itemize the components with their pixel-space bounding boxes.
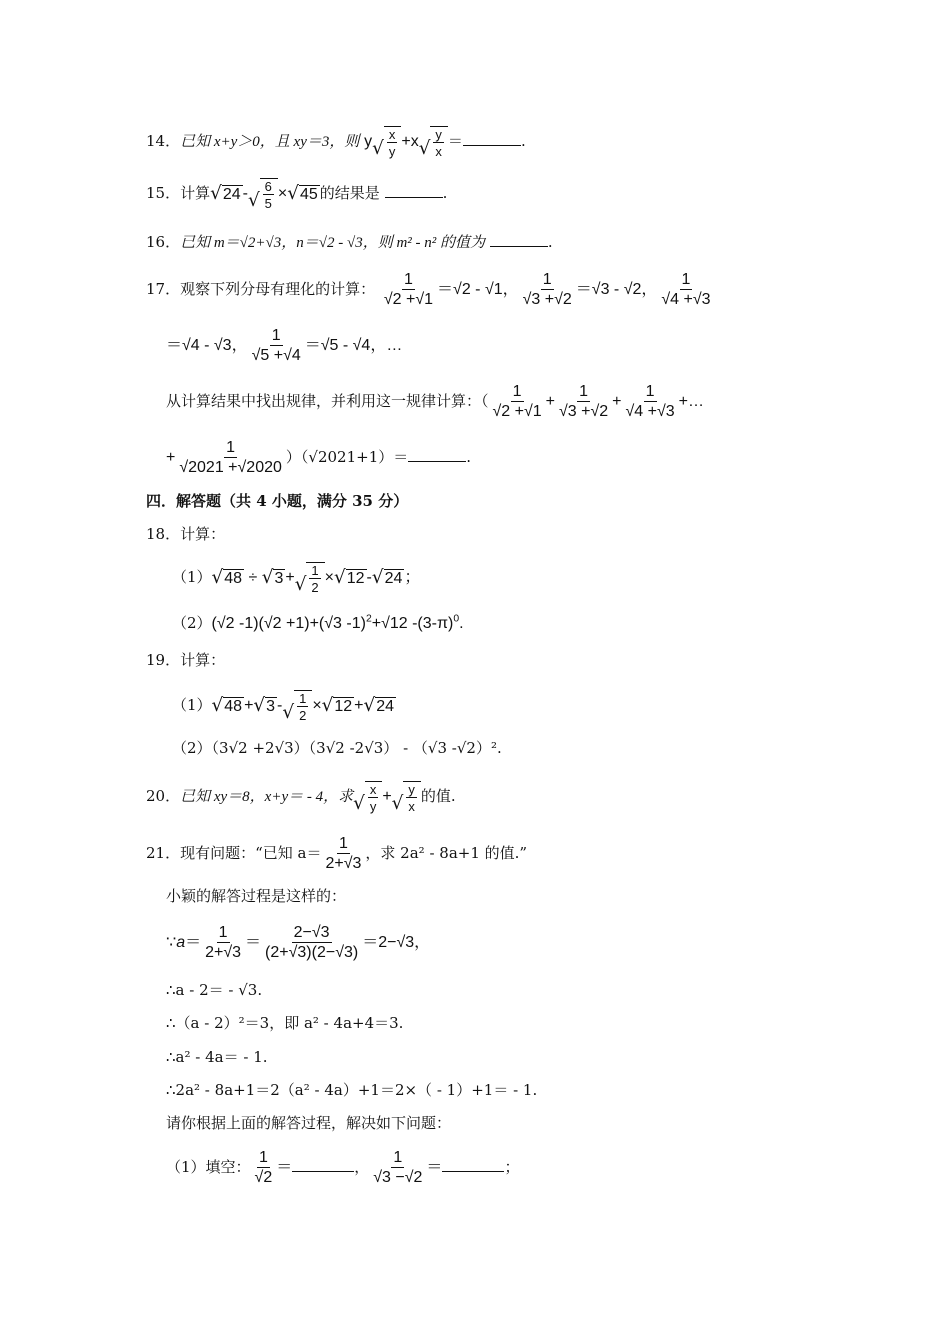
- question-number: 19．: [146, 651, 181, 669]
- formula: y √ $\frac{x}{y}$ +x √ $\frac{y}{x}$: [364, 133, 448, 150]
- answer-blank[interactable]: [442, 1159, 504, 1172]
- question-number: 21．: [146, 844, 181, 863]
- solution-line-3: ∴a - 2＝ - √3.: [166, 981, 263, 999]
- question-text: 计算：: [180, 651, 226, 669]
- question-text: 已知 x+y＞0，且 xy＝3，则: [180, 134, 360, 151]
- part-label: （1）: [172, 568, 212, 587]
- question-18-part-1: [172, 562, 420, 594]
- question-number: 20．: [146, 787, 181, 806]
- question-number: 16．: [146, 233, 181, 251]
- section-title: 四．解答题（共 4 小题，满分 35 分）: [146, 492, 409, 510]
- formula: $\frac{1}{√3 -√2}$ ＝: [373, 1149, 443, 1186]
- question-text: 现有问题：“已知 a＝: [180, 844, 322, 863]
- question-number: 18．: [146, 525, 181, 543]
- question-text: 计算：: [180, 525, 226, 543]
- solution-line-5: ∴a² - 4a＝ - 1.: [166, 1048, 268, 1066]
- formula: $\frac{1}{√2 +√1}$ + $\frac{1}{√3 +√2}$ + $\frac{1}{√4 +√3}$ +…: [492, 383, 705, 420]
- part-label: （1）填空：: [166, 1158, 251, 1177]
- question-17-line-4: + $\frac{1}{√2021 +√2020}$ ）（√2021+1）＝ .: [166, 439, 472, 476]
- question-17-line-1: [146, 272, 715, 308]
- question-text: 的结果是: [319, 184, 380, 203]
- formula: $\frac{1}{√2}$ ＝: [254, 1149, 293, 1186]
- question-14: 14．已知 x+y＞0，且 xy＝3，则 y √ $\frac{x}{y}$ +x √ $\frac{y}{x}$ ＝ .: [146, 127, 526, 159]
- part-label: （2）: [172, 614, 212, 632]
- formula: $\frac{1}{2+√3}$: [325, 835, 362, 872]
- question-18: [146, 527, 225, 542]
- question-19: [146, 653, 225, 668]
- question-text: 从计算结果中找出规律，并利用这一规律计算：（: [166, 392, 489, 411]
- question-text: 计算: [180, 184, 211, 203]
- question-text: ，求 2a² - 8a+1 的值.”: [365, 844, 528, 863]
- question-number: 17．: [146, 280, 181, 299]
- formula: (√2 -1)(√2 +1)+(√3 -1)$^2$+√12 $-(3-\pi)^0$.: [211, 613, 464, 632]
- question-18-part-2: [172, 613, 464, 632]
- question-17-line-2: ＝√4 - √3， $\frac{1}{√5 +√4}$ ＝√5 - √4，…: [166, 327, 403, 364]
- question-20: [146, 781, 456, 813]
- solution-line-1: 小颖的解答过程是这样的：: [166, 887, 347, 905]
- formula: + $\frac{1}{√2021 +√2020}$: [166, 439, 282, 476]
- question-19-part-2: （2）（3√2 +2√3）（3√2 -2√3） - （√3 -√2）².: [172, 739, 502, 757]
- solution-line-2: [166, 925, 430, 961]
- part-label: （1）: [172, 696, 212, 715]
- question-19-part-1: [172, 690, 396, 722]
- solution-line-6: ∴2a² - 8a+1＝2（a² - 4a）+1＝2×（ - 1）+1＝ - 1.: [166, 1081, 538, 1099]
- formula: √ $\frac{x}{y}$ + √ $\frac{y}{x}$: [353, 788, 421, 805]
- question-text: 的值.: [420, 787, 456, 806]
- answer-blank[interactable]: [408, 449, 466, 462]
- question-number: 15．: [146, 184, 181, 203]
- answer-blank[interactable]: [385, 185, 443, 198]
- solution-line-4: ∴（a - 2）²＝3，即 a² - 4a+4＝3.: [166, 1014, 404, 1032]
- question-text: ）（√2021+1）＝: [285, 448, 409, 467]
- formula: √ 48 + √ 3 - √ $\frac{1}{2}$ × √ 12 + √ 24: [211, 691, 395, 723]
- question-21: [146, 836, 527, 872]
- answer-blank[interactable]: [292, 1159, 354, 1172]
- question-16: 16．已知 m＝√2+√3，n＝√2 - √3，则 m² - n² 的值为 .: [146, 233, 553, 251]
- question-text: 观察下列分母有理化的计算：: [180, 280, 376, 299]
- question-text: 已知 m＝√2+√3，n＝√2 - √3，则 m² - n² 的值为: [180, 235, 486, 251]
- question-21-part-1: （1）填空： $\frac{1}{√2}$ ＝ ， $\frac{1}{√3 -√2}$ ＝ ；: [166, 1149, 520, 1186]
- answer-blank[interactable]: [490, 234, 548, 247]
- formula: ∵a＝ $\frac{1}{2+√3}$ ＝ $\frac{2-√3}{(2+√3)(2-√3)}$ ＝2−√3，: [166, 924, 431, 961]
- formula: √ 48 ÷ √ 3 + √ $\frac{1}{2}$ × √ 12 - √ 24 ；: [211, 563, 421, 595]
- formula: √ 24 - √ $\frac{6}{5}$ × √ 45: [210, 179, 318, 211]
- question-17-line-3: [166, 384, 704, 420]
- formula: $\frac{1}{√2 +√1}$ ＝√2 - √1， $\frac{1}{√3 +√2}$ ＝√3 - √2， $\frac{1}{√4 +√3}$: [383, 271, 711, 308]
- answer-blank[interactable]: [463, 133, 521, 146]
- solution-line-7: 请你根据上面的解答过程，解决如下问题：: [166, 1114, 452, 1132]
- question-number: 14．: [146, 132, 181, 151]
- question-text: 已知 xy＝8，x+y＝ - 4，求: [180, 789, 354, 806]
- question-15: 15．计算 √ 24 - √ $\frac{6}{5}$ × √ 45 的结果是 .: [146, 179, 448, 211]
